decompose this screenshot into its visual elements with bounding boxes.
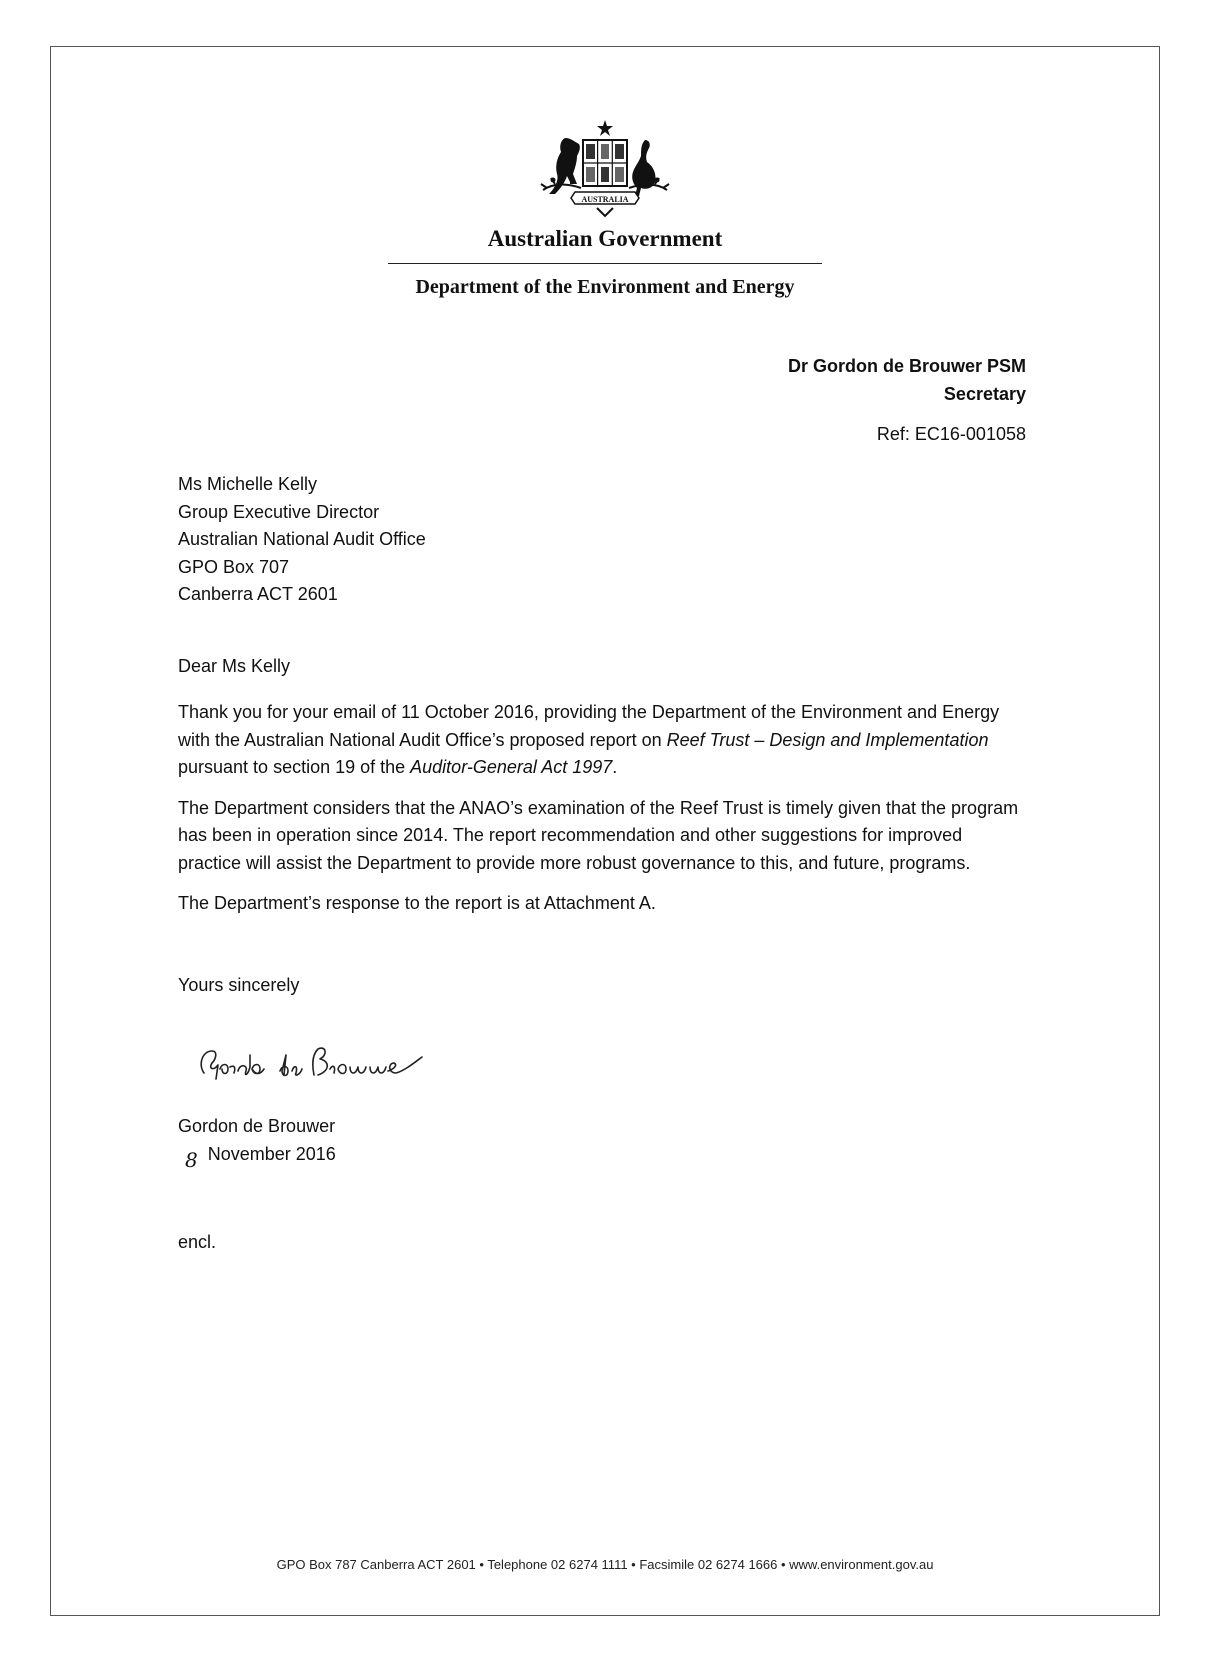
address-line: Australian National Audit Office [178,529,426,549]
svg-text:AUSTRALIA: AUSTRALIA [581,195,629,204]
closing: Yours sincerely [178,975,300,995]
enclosure-note: encl. [178,1232,217,1252]
handwritten-day: 8 [185,1148,198,1172]
paragraph-1: Thank you for your email of 11 October 2016, providing the Department of the Environment and Energy with the Australian National Audit Office’s proposed report on Reef Trust – Design and Implementation pursuant to section 19 of the Auditor-General Act 1997. [178,702,1000,777]
sender-title: Secretary [943,384,1026,404]
letterhead-divider [388,263,822,264]
address-line: Ms Michelle Kelly [178,474,318,494]
handwritten-signature [190,1035,440,1095]
signer-name: Gordon de Brouwer [178,1116,336,1136]
paragraph-2: The Department considers that the ANAO’s examination of the Reef Trust is timely given that the program has been in operation since 2014. The report recommendation and other suggestions for improved practice will assist the Department to provide more robust governance to this, and future, programs. [178,797,1019,873]
recipient-address [178,471,426,609]
act-title: Auditor-General Act 1997 [410,757,613,777]
sender-block [788,352,1026,408]
address-line: Canberra ACT 2601 [178,584,338,604]
reference-number: Ref: EC16-001058 [876,424,1026,444]
letter-body [178,699,1028,931]
salutation: Dear Ms Kelly [178,656,291,676]
date-month-year: November 2016 [207,1144,336,1164]
sender-name: Dr Gordon de Brouwer PSM [787,356,1026,376]
report-title: Reef Trust – Design and Implementation [666,729,989,750]
government-title: Australian Government [487,226,723,251]
department-name: Department of the Environment and Energy [415,276,795,298]
paragraph-3: The Department’s response to the report is at Attachment A. [178,893,656,913]
signer-block [178,1112,336,1172]
address-line: GPO Box 707 [178,556,290,577]
footer-contact: GPO Box 787 Canberra ACT 2601 • Telephone 02 6274 1111 • Facsimile 02 6274 1666 • www.environment.gov.au [276,1557,934,1572]
signature-date [178,1140,336,1172]
coat-of-arms-logo [535,118,675,222]
address-line: Group Executive Director [178,501,380,522]
